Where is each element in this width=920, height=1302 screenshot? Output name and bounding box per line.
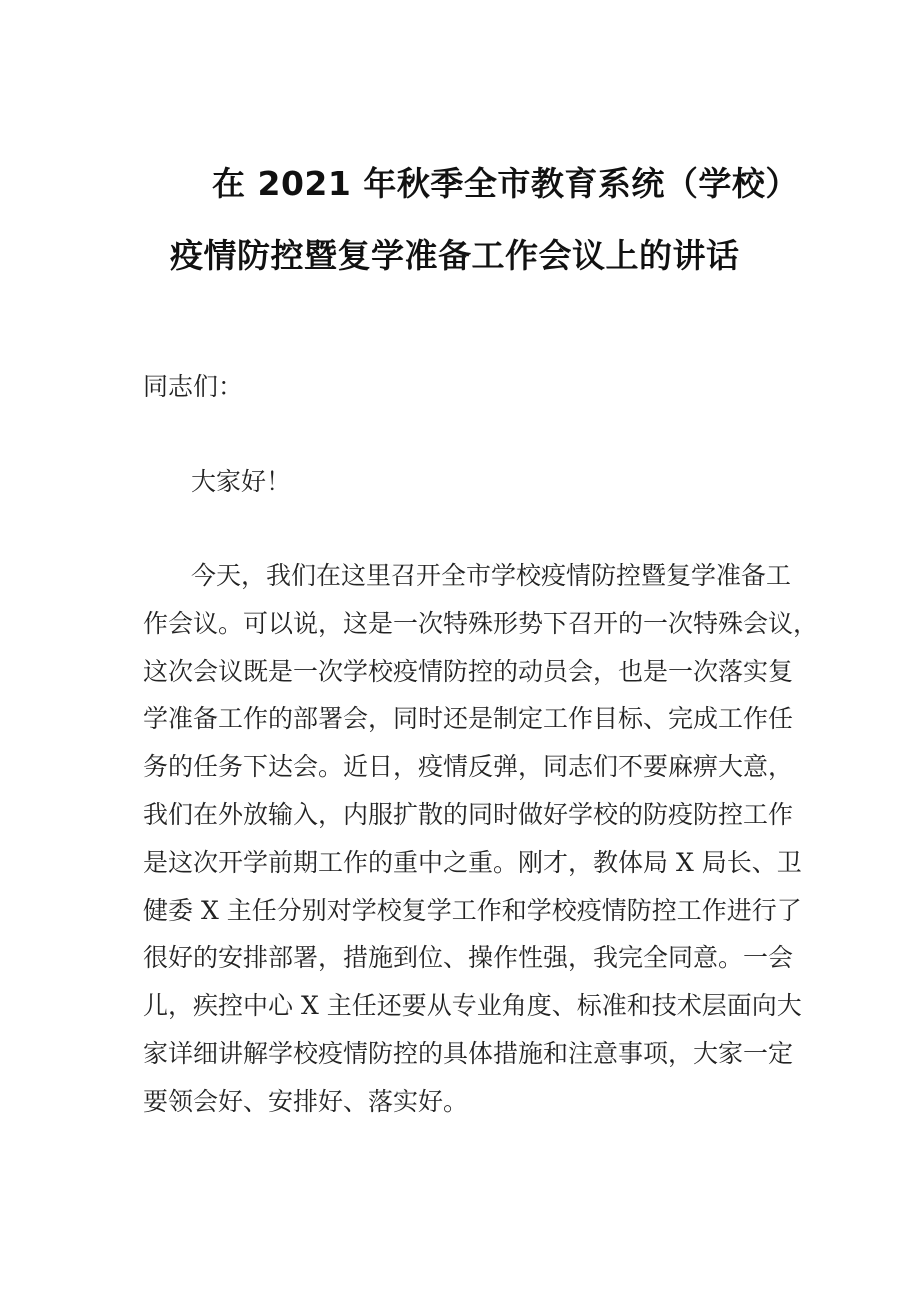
paragraph-line: 今天，我们在这里召开全市学校疫情防控暨复学准备工: [191, 561, 792, 590]
paragraph-line: 务的任务下达会。近日，疫情反弹，同志们不要麻痹大意，: [143, 752, 794, 782]
paragraph-line: 作会议。可以说，这是一次特殊形势下召开的一次特殊会议，: [143, 608, 819, 638]
paragraph-line: 健委 X 主任分别对学校复学工作和学校疫情防控工作进行了: [143, 895, 802, 925]
paragraph-line: 是这次开学前期工作的重中之重。刚才，教体局 X 局长、卫: [143, 847, 802, 877]
document-title-line-1: 在 2021 年秋季全市教育系统（学校）: [212, 164, 799, 203]
paragraph-line: 这次会议既是一次学校疫情防控的动员会，也是一次落实复: [143, 656, 794, 686]
paragraph-line: 家详细讲解学校疫情防控的具体措施和注意事项，大家一定: [143, 1038, 794, 1068]
document-title-line-2: 疫情防控暨复学准备工作会议上的讲话: [170, 236, 740, 275]
paragraph-line: 我们在外放输入，内服扩散的同时做好学校的防疫防控工作: [143, 799, 794, 829]
salutation: 同志们：: [143, 372, 244, 401]
greeting: 大家好！: [191, 467, 292, 496]
paragraph-line: 要领会好、安排好、落实好。: [143, 1086, 469, 1116]
paragraph-line: 很好的安排部署，措施到位、操作性强，我完全同意。一会: [143, 943, 794, 973]
paragraph-line: 学准备工作的部署会，同时还是制定工作目标、完成工作任: [143, 704, 794, 734]
body-paragraph: [143, 556, 819, 1130]
paragraph-line: 儿，疾控中心 X 主任还要从专业角度、标准和技术层面向大: [143, 991, 802, 1021]
